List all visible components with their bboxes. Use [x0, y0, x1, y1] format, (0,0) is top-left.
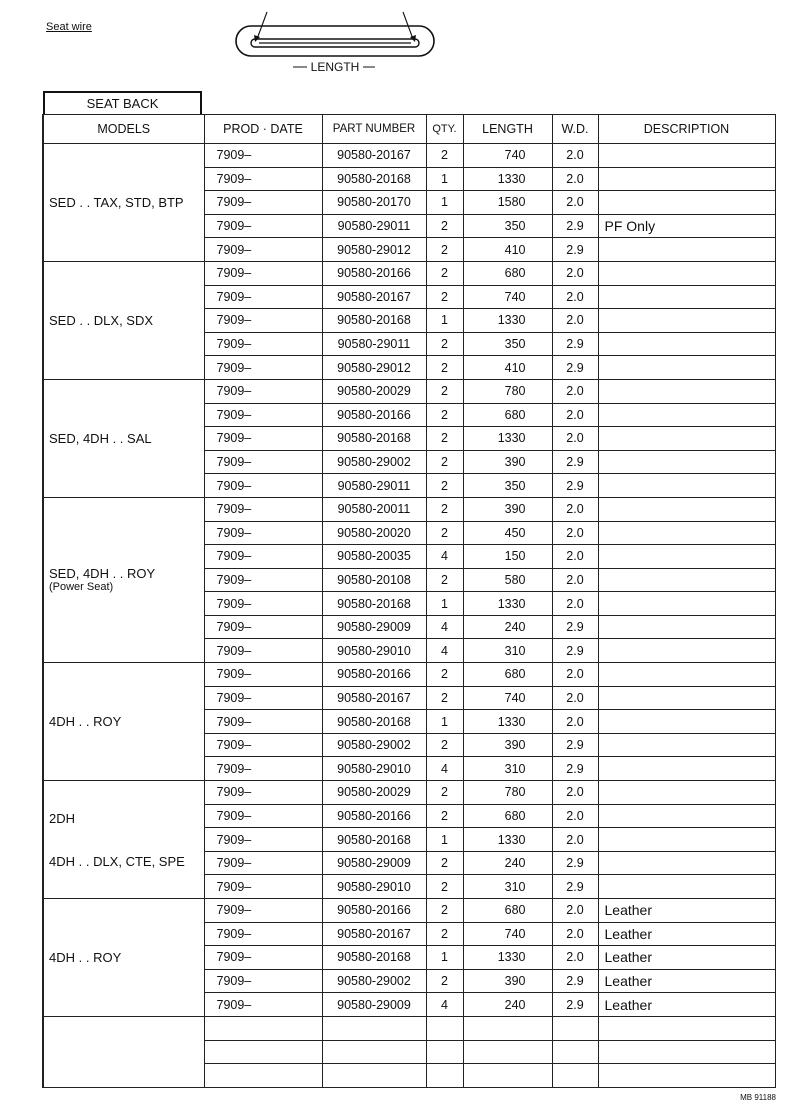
description-cell	[598, 521, 775, 545]
prod-date-cell: 7909–	[204, 379, 322, 403]
part-number-cell: 90580-20166	[322, 899, 426, 923]
part-number-cell: 90580-29012	[322, 356, 426, 380]
part-number-cell: 90580-29012	[322, 238, 426, 262]
description-cell	[598, 851, 775, 875]
qty-cell: 2	[426, 899, 463, 923]
description-cell	[598, 639, 775, 663]
wd-cell: 2.9	[552, 851, 598, 875]
qty-cell: 2	[426, 144, 463, 168]
qty-cell: 2	[426, 474, 463, 498]
description-cell	[598, 781, 775, 805]
description-cell	[598, 167, 775, 191]
prod-date-cell: 7909–	[204, 851, 322, 875]
table-row	[43, 663, 775, 687]
description-cell	[598, 804, 775, 828]
qty-cell: 4	[426, 545, 463, 569]
qty-cell: 2	[426, 804, 463, 828]
wd-cell: 2.9	[552, 450, 598, 474]
model-group-cell	[43, 261, 204, 379]
part-number-cell: 90580-29002	[322, 733, 426, 757]
part-number-cell: 90580-20170	[322, 191, 426, 215]
prod-date-cell: 7909–	[204, 639, 322, 663]
prod-date-cell: 7909–	[204, 261, 322, 285]
model-group-cell	[43, 781, 204, 899]
qty-cell: 2	[426, 332, 463, 356]
wd-cell: 2.0	[552, 686, 598, 710]
qty-cell: 2	[426, 733, 463, 757]
prod-date-cell: 7909–	[204, 167, 322, 191]
qty-cell: 2	[426, 969, 463, 993]
description-cell	[598, 568, 775, 592]
prod-date-cell: 7909–	[204, 238, 322, 262]
blank-cell	[463, 1016, 552, 1040]
qty-cell: 2	[426, 450, 463, 474]
part-number-cell: 90580-20168	[322, 710, 426, 734]
qty-cell: 2	[426, 875, 463, 899]
length-cell: 680	[463, 804, 552, 828]
prod-date-cell: 7909–	[204, 214, 322, 238]
part-number-cell: 90580-29010	[322, 875, 426, 899]
model-note: (Power Seat)	[49, 580, 114, 593]
wd-cell: 2.9	[552, 615, 598, 639]
wd-cell: 2.0	[552, 922, 598, 946]
header-part-number: PART NUMBER	[322, 115, 426, 144]
qty-cell: 2	[426, 851, 463, 875]
description-cell: Leather	[598, 922, 775, 946]
wd-cell: 2.0	[552, 946, 598, 970]
blank-cell	[204, 1064, 322, 1088]
length-cell: 740	[463, 922, 552, 946]
wd-cell: 2.0	[552, 379, 598, 403]
qty-cell: 1	[426, 309, 463, 333]
blank-cell	[552, 1064, 598, 1088]
description-cell	[598, 144, 775, 168]
length-cell: 240	[463, 851, 552, 875]
description-cell	[598, 427, 775, 451]
length-cell: 410	[463, 356, 552, 380]
wire-outline	[236, 26, 434, 56]
part-number-cell: 90580-20029	[322, 379, 426, 403]
seat-wire-parts-table	[42, 114, 776, 1088]
description-cell	[598, 710, 775, 734]
description-cell: Leather	[598, 899, 775, 923]
blank-cell	[204, 1016, 322, 1040]
prod-date-cell: 7909–	[204, 592, 322, 616]
part-number-cell: 90580-29011	[322, 474, 426, 498]
part-number-cell: 90580-29009	[322, 615, 426, 639]
length-cell: 1330	[463, 828, 552, 852]
length-cell: 1330	[463, 309, 552, 333]
description-cell	[598, 379, 775, 403]
part-number-cell: 90580-29009	[322, 993, 426, 1017]
qty-cell: 1	[426, 592, 463, 616]
model-name: SED, 4DH . . SAL	[49, 430, 152, 446]
qty-cell: 1	[426, 946, 463, 970]
prod-date-cell: 7909–	[204, 922, 322, 946]
prod-date-cell: 7909–	[204, 781, 322, 805]
length-cell: 680	[463, 403, 552, 427]
qty-cell: 2	[426, 356, 463, 380]
wd-cell: 2.0	[552, 309, 598, 333]
wd-cell: 2.0	[552, 191, 598, 215]
qty-cell: 4	[426, 639, 463, 663]
prod-date-cell: 7909–	[204, 993, 322, 1017]
prod-date-cell: 7909–	[204, 332, 322, 356]
length-cell: 1580	[463, 191, 552, 215]
part-number-cell: 90580-29009	[322, 851, 426, 875]
part-number-cell: 90580-29010	[322, 639, 426, 663]
part-number-cell: 90580-29002	[322, 969, 426, 993]
length-cell: 680	[463, 261, 552, 285]
description-cell	[598, 450, 775, 474]
qty-cell: 2	[426, 214, 463, 238]
blank-cell	[552, 1040, 598, 1064]
prod-date-cell: 7909–	[204, 733, 322, 757]
model-name: 4DH . . DLX, CTE, SPE	[49, 853, 185, 869]
part-number-cell: 90580-29011	[322, 332, 426, 356]
model-name: SED . . TAX, STD, BTP	[49, 194, 184, 210]
part-number-cell: 90580-20168	[322, 167, 426, 191]
wd-cell: 2.0	[552, 899, 598, 923]
length-cell: 1330	[463, 710, 552, 734]
part-number-cell: 90580-20168	[322, 309, 426, 333]
qty-cell: 2	[426, 686, 463, 710]
wd-cell: 2.9	[552, 474, 598, 498]
length-cell: 1330	[463, 592, 552, 616]
qty-cell: 2	[426, 521, 463, 545]
description-cell	[598, 828, 775, 852]
qty-cell: 1	[426, 167, 463, 191]
table-row	[43, 144, 775, 168]
blank-cell	[204, 1040, 322, 1064]
qty-cell: 2	[426, 663, 463, 687]
blank-cell	[322, 1040, 426, 1064]
wd-cell: 2.0	[552, 781, 598, 805]
length-cell: 780	[463, 781, 552, 805]
prod-date-cell: 7909–	[204, 969, 322, 993]
length-cell: 390	[463, 450, 552, 474]
qty-cell: 1	[426, 828, 463, 852]
qty-cell: 2	[426, 427, 463, 451]
length-cell: 1330	[463, 167, 552, 191]
blank-cell	[426, 1040, 463, 1064]
wd-cell: 2.0	[552, 592, 598, 616]
part-number-cell: 90580-20029	[322, 781, 426, 805]
model-group-cell	[43, 663, 204, 781]
wd-cell: 2.9	[552, 875, 598, 899]
description-cell	[598, 332, 775, 356]
part-number-cell: 90580-20035	[322, 545, 426, 569]
wd-cell: 2.9	[552, 356, 598, 380]
part-number-cell: 90580-20011	[322, 497, 426, 521]
description-cell	[598, 497, 775, 521]
prod-date-cell: 7909–	[204, 545, 322, 569]
wd-cell: 2.0	[552, 828, 598, 852]
wd-cell: 2.0	[552, 804, 598, 828]
blank-cell	[598, 1016, 775, 1040]
length-label: LENGTH	[310, 60, 360, 74]
prod-date-cell: 7909–	[204, 804, 322, 828]
model-name: 2DH	[49, 810, 76, 826]
part-number-cell: 90580-20166	[322, 261, 426, 285]
part-number-cell: 90580-20167	[322, 144, 426, 168]
wd-cell: 2.0	[552, 427, 598, 451]
wd-cell: 2.0	[552, 497, 598, 521]
length-cell: 680	[463, 899, 552, 923]
description-cell	[598, 238, 775, 262]
qty-cell: 4	[426, 615, 463, 639]
table-row	[43, 379, 775, 403]
part-number-cell: 90580-20108	[322, 568, 426, 592]
table-row	[43, 781, 775, 805]
qty-cell: 1	[426, 191, 463, 215]
footer-code: MB 91188	[740, 1093, 776, 1102]
description-cell	[598, 403, 775, 427]
qty-cell: 2	[426, 568, 463, 592]
prod-date-cell: 7909–	[204, 144, 322, 168]
description-cell	[598, 309, 775, 333]
wd-cell: 2.9	[552, 733, 598, 757]
prod-date-cell: 7909–	[204, 615, 322, 639]
part-number-cell: 90580-20168	[322, 427, 426, 451]
description-cell	[598, 757, 775, 781]
wd-cell: 2.9	[552, 969, 598, 993]
prod-date-cell: 7909–	[204, 497, 322, 521]
description-cell: PF Only	[598, 214, 775, 238]
description-cell	[598, 615, 775, 639]
blank-cell	[322, 1016, 426, 1040]
length-cell: 240	[463, 993, 552, 1017]
table-row	[43, 497, 775, 521]
length-cell: 390	[463, 969, 552, 993]
wd-cell: 2.9	[552, 993, 598, 1017]
prod-date-cell: 7909–	[204, 521, 322, 545]
length-cell: 740	[463, 144, 552, 168]
length-cell: 1330	[463, 946, 552, 970]
prod-date-cell: 7909–	[204, 710, 322, 734]
wd-cell: 2.0	[552, 663, 598, 687]
description-cell	[598, 191, 775, 215]
part-number-cell: 90580-20168	[322, 828, 426, 852]
wd-cell: 2.0	[552, 403, 598, 427]
qty-cell: 2	[426, 497, 463, 521]
qty-cell: 2	[426, 261, 463, 285]
length-cell: 150	[463, 545, 552, 569]
qty-cell: 2	[426, 238, 463, 262]
length-cell: 310	[463, 639, 552, 663]
model-name: SED, 4DH . . ROY	[49, 565, 156, 581]
model-group-cell	[43, 497, 204, 662]
part-number-cell: 90580-20168	[322, 946, 426, 970]
seat-wire-diagram	[215, 6, 455, 78]
prod-date-cell: 7909–	[204, 356, 322, 380]
length-cell: 350	[463, 332, 552, 356]
length-cell: 680	[463, 663, 552, 687]
part-number-cell: 90580-29010	[322, 757, 426, 781]
model-name: 4DH . . ROY	[49, 949, 122, 965]
length-cell: 740	[463, 686, 552, 710]
wd-cell: 2.0	[552, 710, 598, 734]
description-cell	[598, 686, 775, 710]
description-cell: Leather	[598, 993, 775, 1017]
prod-date-cell: 7909–	[204, 309, 322, 333]
description-cell: Leather	[598, 969, 775, 993]
part-number-cell: 90580-20166	[322, 804, 426, 828]
prod-date-cell: 7909–	[204, 875, 322, 899]
blank-cell	[598, 1040, 775, 1064]
header-length: LENGTH	[463, 115, 552, 144]
qty-cell: 2	[426, 379, 463, 403]
model-gap	[49, 826, 204, 854]
wd-cell: 2.9	[552, 238, 598, 262]
model-group-cell	[43, 144, 204, 262]
table-header-row	[43, 115, 775, 144]
prod-date-cell: 7909–	[204, 899, 322, 923]
length-cell: 390	[463, 497, 552, 521]
length-cell: 240	[463, 615, 552, 639]
length-cell: 350	[463, 214, 552, 238]
length-cell: 390	[463, 733, 552, 757]
qty-cell: 1	[426, 710, 463, 734]
model-name: SED . . DLX, SDX	[49, 312, 154, 328]
header-prod-date: PROD · DATE	[204, 115, 322, 144]
part-number-cell: 90580-29011	[322, 214, 426, 238]
prod-date-cell: 7909–	[204, 663, 322, 687]
wd-cell: 2.0	[552, 144, 598, 168]
part-number-cell: 90580-29002	[322, 450, 426, 474]
length-cell: 580	[463, 568, 552, 592]
qty-cell: 4	[426, 993, 463, 1017]
wd-cell: 2.0	[552, 285, 598, 309]
prod-date-cell: 7909–	[204, 757, 322, 781]
blank-row	[43, 1016, 775, 1040]
wd-cell: 2.0	[552, 261, 598, 285]
prod-date-cell: 7909–	[204, 946, 322, 970]
length-cell: 410	[463, 238, 552, 262]
part-number-cell: 90580-20167	[322, 922, 426, 946]
blank-cell	[463, 1040, 552, 1064]
blank-cell	[322, 1064, 426, 1088]
part-number-cell: 90580-20166	[322, 663, 426, 687]
wd-cell: 2.0	[552, 167, 598, 191]
blank-model-cell	[43, 1016, 204, 1087]
qty-cell: 2	[426, 285, 463, 309]
qty-cell: 4	[426, 757, 463, 781]
blank-cell	[463, 1064, 552, 1088]
part-number-cell: 90580-20166	[322, 403, 426, 427]
header-wd: W.D.	[552, 115, 598, 144]
prod-date-cell: 7909–	[204, 285, 322, 309]
wd-cell: 2.0	[552, 521, 598, 545]
length-cell: 450	[463, 521, 552, 545]
prod-date-cell: 7909–	[204, 403, 322, 427]
blank-cell	[426, 1016, 463, 1040]
description-cell: Leather	[598, 946, 775, 970]
model-group-cell	[43, 379, 204, 497]
blank-cell	[552, 1016, 598, 1040]
description-cell	[598, 545, 775, 569]
prod-date-cell: 7909–	[204, 191, 322, 215]
length-cell: 1330	[463, 427, 552, 451]
table-row	[43, 899, 775, 923]
model-group-cell	[43, 899, 204, 1017]
description-cell	[598, 285, 775, 309]
blank-cell	[598, 1064, 775, 1088]
part-number-cell: 90580-20168	[322, 592, 426, 616]
part-number-cell: 90580-20167	[322, 686, 426, 710]
seat-wire-label: Seat wire	[46, 21, 92, 33]
blank-cell	[426, 1064, 463, 1088]
length-cell: 780	[463, 379, 552, 403]
length-cell: 350	[463, 474, 552, 498]
description-cell	[598, 261, 775, 285]
wd-cell: 2.9	[552, 332, 598, 356]
wd-cell: 2.9	[552, 757, 598, 781]
prod-date-cell: 7909–	[204, 427, 322, 451]
length-cell: 310	[463, 757, 552, 781]
wd-cell: 2.0	[552, 545, 598, 569]
description-cell	[598, 592, 775, 616]
prod-date-cell: 7909–	[204, 474, 322, 498]
header-qty: QTY.	[426, 115, 463, 144]
table-body	[43, 144, 775, 1088]
qty-cell: 2	[426, 403, 463, 427]
description-cell	[598, 663, 775, 687]
qty-cell: 2	[426, 922, 463, 946]
wd-cell: 2.0	[552, 568, 598, 592]
wd-cell: 2.9	[552, 214, 598, 238]
qty-cell: 2	[426, 781, 463, 805]
wd-cell: 2.9	[552, 639, 598, 663]
header-models: MODELS	[43, 115, 204, 144]
table-row	[43, 261, 775, 285]
description-cell	[598, 875, 775, 899]
length-cell: 310	[463, 875, 552, 899]
description-cell	[598, 356, 775, 380]
description-cell	[598, 474, 775, 498]
prod-date-cell: 7909–	[204, 450, 322, 474]
prod-date-cell: 7909–	[204, 828, 322, 852]
model-name: 4DH . . ROY	[49, 714, 122, 730]
header-description: DESCRIPTION	[598, 115, 775, 144]
description-cell	[598, 733, 775, 757]
part-number-cell: 90580-20020	[322, 521, 426, 545]
part-number-cell: 90580-20167	[322, 285, 426, 309]
prod-date-cell: 7909–	[204, 686, 322, 710]
prod-date-cell: 7909–	[204, 568, 322, 592]
length-cell: 740	[463, 285, 552, 309]
seat-back-title: SEAT BACK	[43, 91, 202, 114]
